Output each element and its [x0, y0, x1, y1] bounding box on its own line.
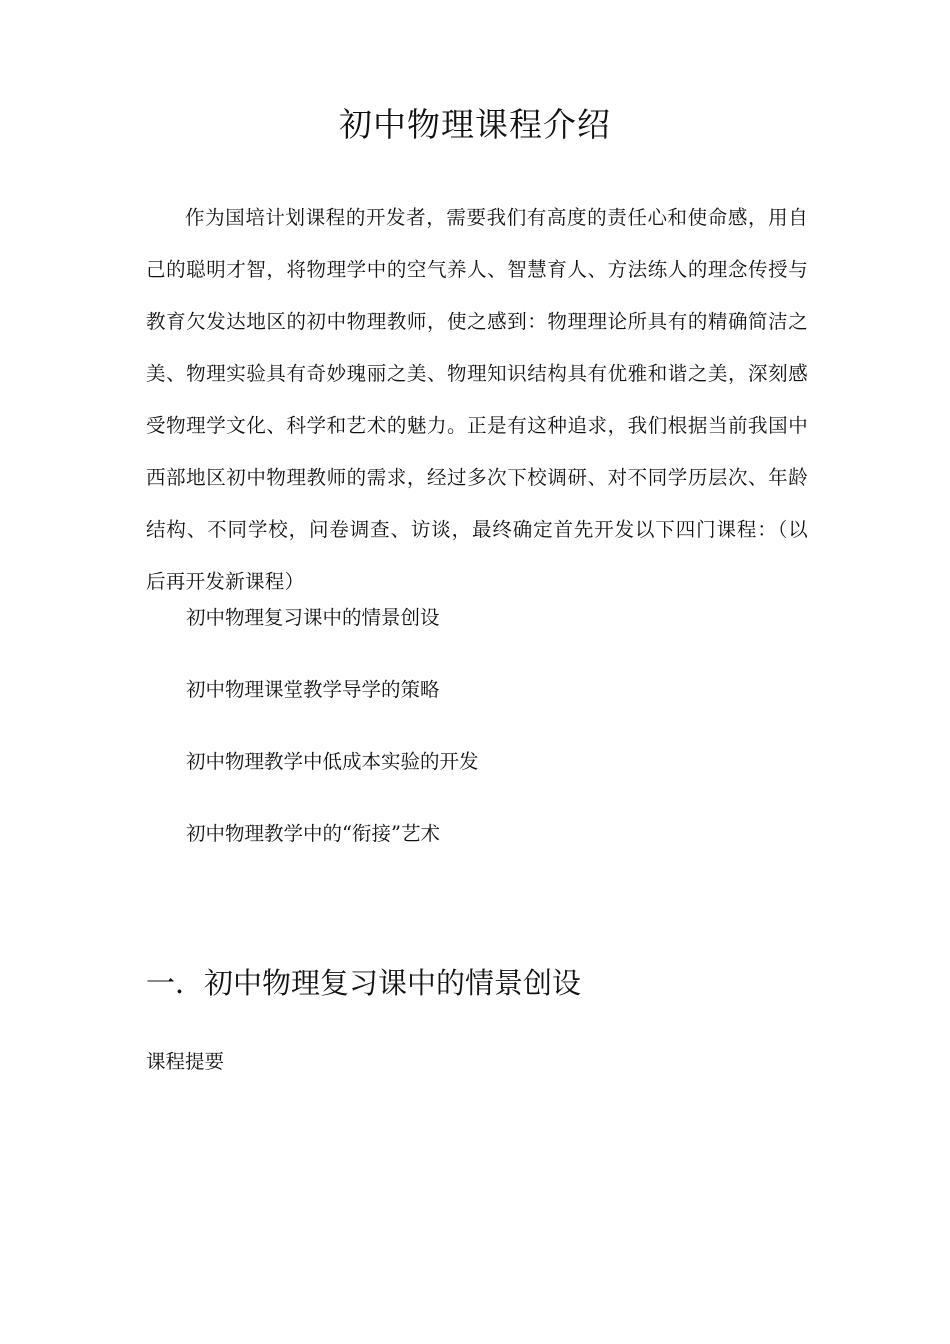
course-list — [186, 603, 806, 891]
document-title: 初中物理课程介绍 — [339, 105, 611, 144]
sub-heading: 课程提要 — [146, 1050, 225, 1073]
course-item: 初中物理课堂教学导学的策略 — [186, 678, 440, 701]
course-item: 初中物理教学中的“衔接”艺术 — [186, 822, 440, 845]
course-item: 初中物理复习课中的情景创设 — [186, 606, 440, 629]
section-heading: 一．初中物理复习课中的情景创设 — [146, 966, 582, 1000]
course-item: 初中物理教学中低成本实验的开发 — [186, 750, 479, 773]
intro-paragraph: 作为国培计划课程的开发者，需要我们有高度的责任心和使命感，用自己的聪明才智，将物理学中的空气养人、智慧育人、方法练人的理念传授与教育欠发达地区的初中物理教师，使之感到：物理理论所具有的精确简洁之美、物理实验具有奇妙瑰丽之美、物理知识结构具有优雅和谐之美，深刻感受物理学文化、科学和艺术的魅力。正是有这种追求，我们根据当前我国中西部地区初中物理教师的需求，经过多次下校调研、对不同学历层次、年龄结构、不同学校，问卷调查、访谈，最终确定首先开发以下四门课程：（以后再开发新课程） — [146, 206, 808, 593]
